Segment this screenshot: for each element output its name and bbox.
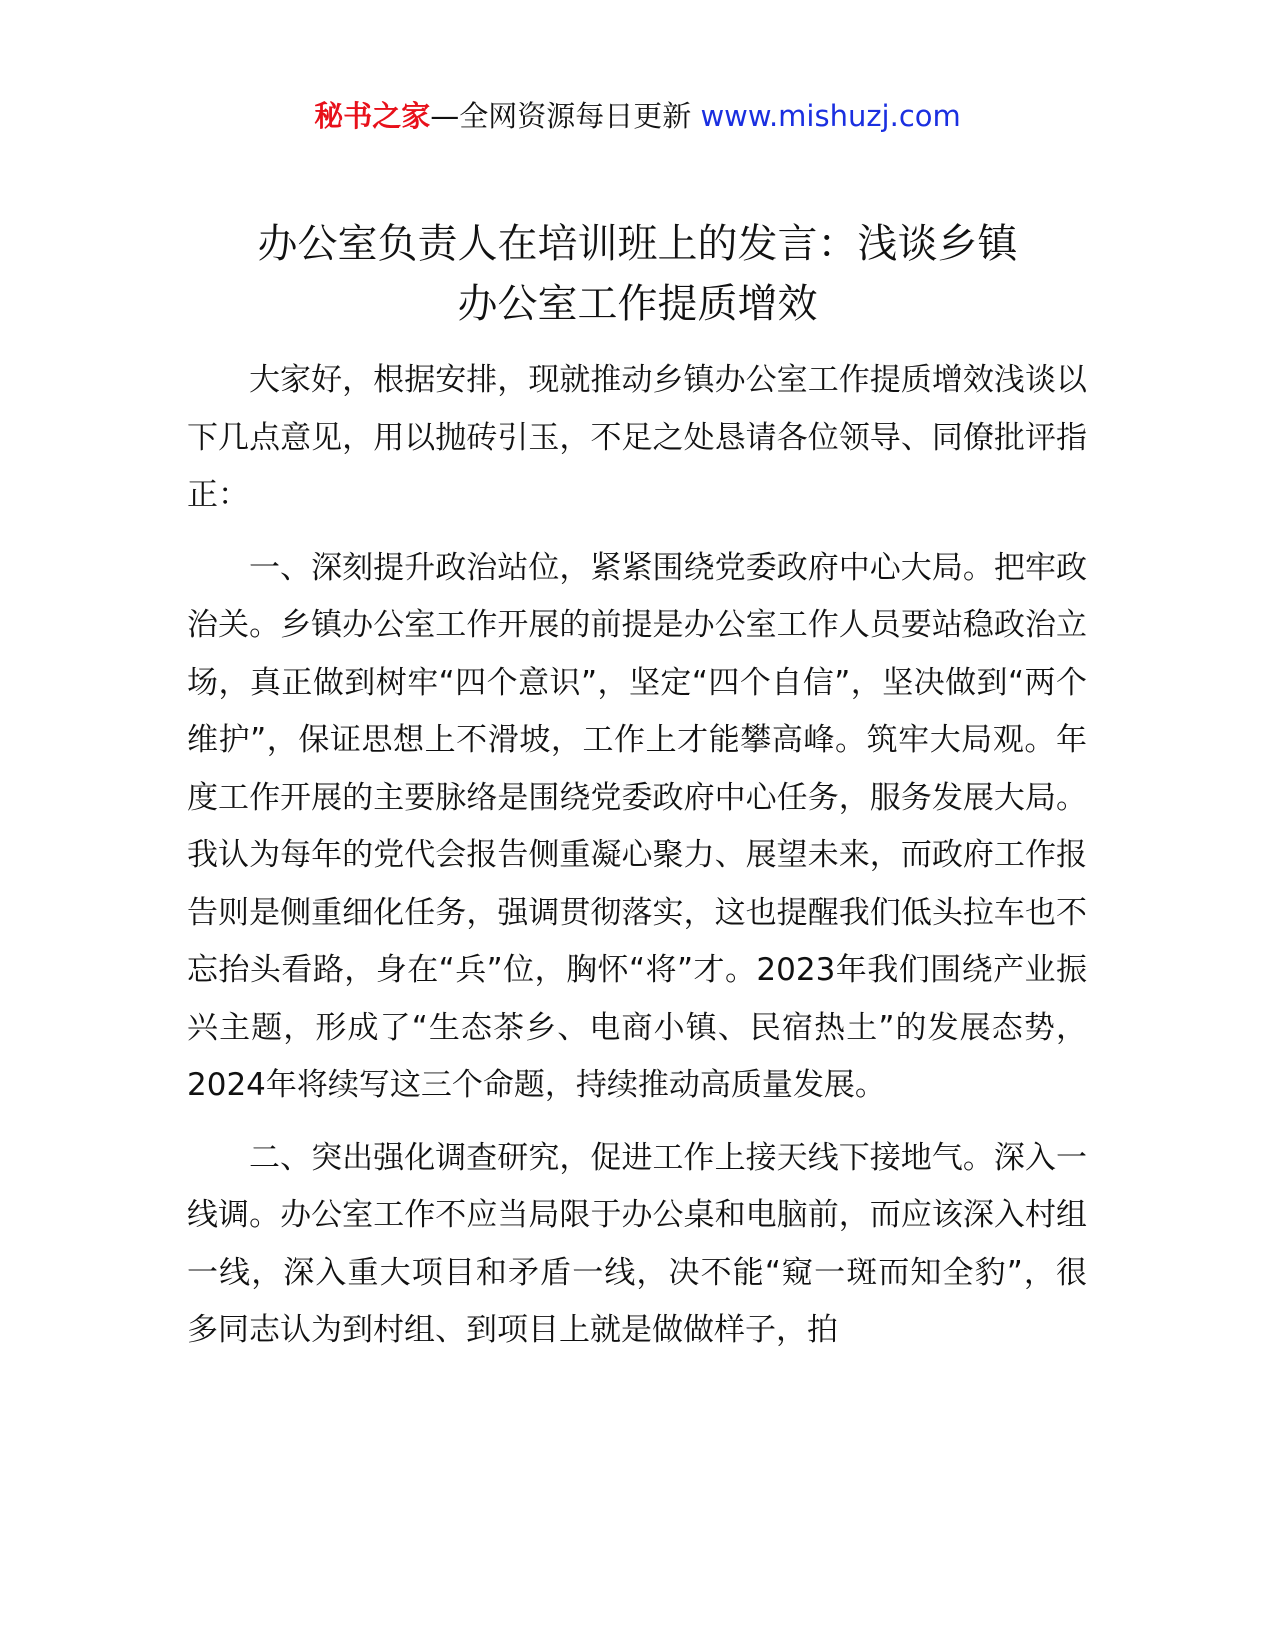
paragraph-section-2: 二、突出强化调查研究，促进工作上接天线下接地气。深入一线调。办公室工作不应当局限于办公桌和电脑前，而应该深入村组一线，深入重大项目和矛盾一线，决不能“窥一斑而知全豹”，很多同志认为到村组、到项目上就是做做样子，拍	[187, 1139, 1087, 1348]
document-body	[187, 352, 1087, 1375]
document-title	[150, 214, 1125, 334]
site-tagline: —全网资源每日更新	[430, 99, 701, 133]
paragraph-section-1: 一、深刻提升政治站位，紧紧围绕党委政府中心大局。把牢政治关。乡镇办公室工作开展的前提是办公室工作人员要站稳政治立场，真正做到树牢“四个意识”，坚定“四个自信”，坚决做到“两个维护”，保证思想上不滑坡，工作上才能攀高峰。筑牢大局观。年度工作开展的主要脉络是围绕党委政府中心任务，服务发展大局。我认为每年的党代会报告侧重凝心聚力、展望未来，而政府工作报告则是侧重细化任务，强调贯彻落实，这也提醒我们低头拉车也不忘抬头看路，身在“兵”位，胸怀“将”才。2023年我们围绕产业振兴主题，形成了“生态茶乡、电商小镇、民宿热土”的发展态势，2024年将续写这三个命题，持续推动高质量发展。	[187, 549, 1087, 1103]
site-header	[0, 96, 1275, 136]
document-title-line-1: 办公室负责人在培训班上的发言：浅谈乡镇	[257, 221, 1018, 267]
document-title-line-2: 办公室工作提质增效	[457, 281, 818, 327]
site-url-link[interactable]: www.mishuzj.com	[700, 99, 961, 133]
paragraph-intro: 大家好，根据安排，现就推动乡镇办公室工作提质增效浅谈以下几点意见，用以抛砖引玉，不足之处恳请各位领导、同僚批评指正：	[187, 362, 1087, 513]
site-brand: 秘书之家	[314, 99, 431, 133]
